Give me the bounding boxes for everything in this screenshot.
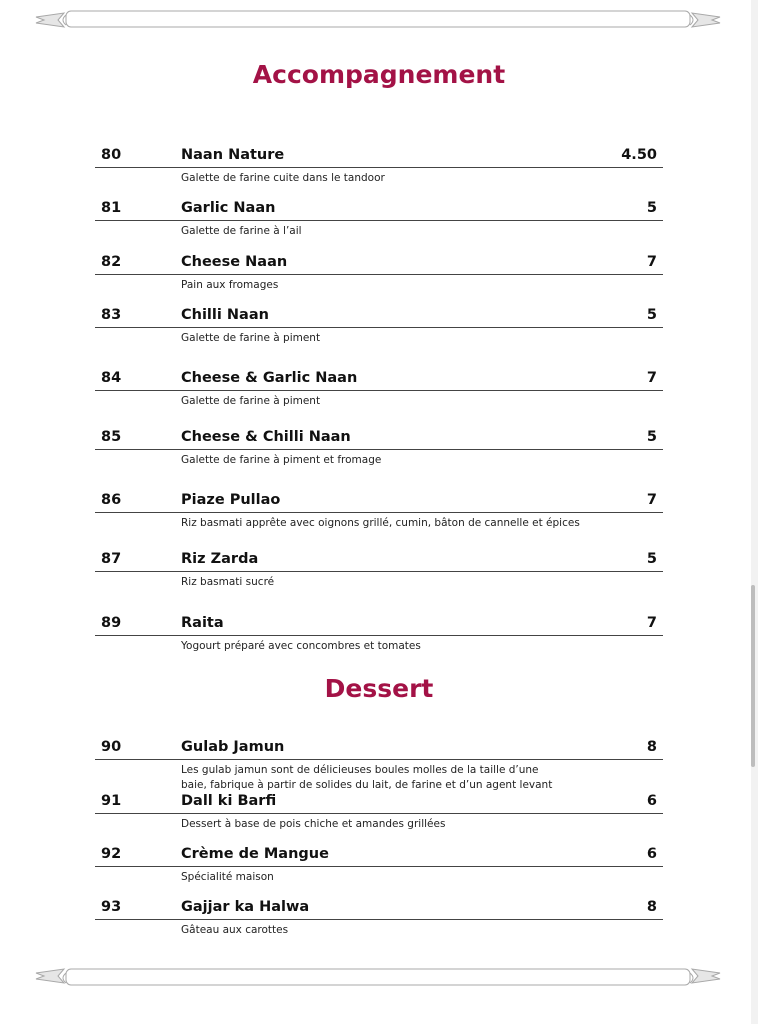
item-description: Les gulab jamun sont de délicieuses boules molles de la taille d’une baie, fabrique à partir de solides du lait, de farine et d’un agent levant <box>181 764 553 791</box>
menu-item-row <box>95 145 663 168</box>
item-name: Gulab Jamun <box>181 739 285 755</box>
item-description: Galette de farine à piment et fromage <box>181 454 382 466</box>
menu-item-row <box>95 613 663 636</box>
menu-item-row <box>95 198 663 221</box>
scrollbar-thumb[interactable] <box>751 585 755 767</box>
item-price: 5 <box>646 429 657 445</box>
item-name: Riz Zarda <box>181 551 259 567</box>
item-price: 7 <box>646 370 657 386</box>
item-price: 6 <box>646 793 657 809</box>
vertical-scrollbar[interactable] <box>751 0 757 1024</box>
item-description: Riz basmati apprête avec oignons grillé, cumin, bâton de cannelle et épices <box>181 517 580 529</box>
menu-item-row <box>95 844 663 867</box>
menu-item-91 <box>95 791 663 832</box>
item-number: 91 <box>101 793 122 809</box>
item-name: Raita <box>181 615 224 631</box>
menu-item-87 <box>95 549 663 590</box>
menu-item-row <box>95 427 663 450</box>
menu-item-85 <box>95 427 663 468</box>
item-number: 84 <box>101 370 122 386</box>
item-price: 5 <box>646 200 657 216</box>
item-price: 4.50 <box>621 147 657 163</box>
menu-item-row <box>95 305 663 328</box>
section-title-accompagnement: Accompagnement <box>252 60 506 89</box>
item-price: 7 <box>646 254 657 270</box>
item-description: Galette de farine cuite dans le tandoor <box>181 172 385 184</box>
menu-item-row <box>95 368 663 391</box>
item-description: Dessert à base de pois chiche et amandes grillées <box>181 818 446 830</box>
menu-item-81 <box>95 198 663 239</box>
item-description: Riz basmati sucré <box>181 576 275 588</box>
item-description: Galette de farine à l’ail <box>181 225 302 237</box>
item-number: 86 <box>101 492 122 508</box>
item-description: Spécialité maison <box>181 871 274 883</box>
item-name: Cheese Naan <box>181 254 288 270</box>
item-name: Chilli Naan <box>181 307 269 323</box>
menu-item-row <box>95 490 663 513</box>
item-price: 7 <box>646 615 657 631</box>
item-name: Naan Nature <box>181 147 285 163</box>
item-description: Pain aux fromages <box>181 279 279 291</box>
menu-item-93 <box>95 897 663 938</box>
item-price: 5 <box>646 551 657 567</box>
item-number: 82 <box>101 254 122 270</box>
bottom-ribbon-ornament <box>34 965 722 987</box>
item-name: Garlic Naan <box>181 200 276 216</box>
item-number: 90 <box>101 739 122 755</box>
item-price: 6 <box>646 846 657 862</box>
item-description: Galette de farine à piment <box>181 395 321 407</box>
item-number: 85 <box>101 429 122 445</box>
menu-item-row <box>95 791 663 814</box>
item-name: Gajjar ka Halwa <box>181 899 310 915</box>
menu-item-row <box>95 897 663 920</box>
item-number: 89 <box>101 615 122 631</box>
menu-item-80 <box>95 145 663 186</box>
menu-item-row <box>95 737 663 760</box>
section-title-dessert: Dessert <box>324 674 434 703</box>
menu-item-84 <box>95 368 663 409</box>
item-name: Piaze Pullao <box>181 492 281 508</box>
item-description: Galette de farine à piment <box>181 332 321 344</box>
item-number: 93 <box>101 899 122 915</box>
menu-item-83 <box>95 305 663 346</box>
item-number: 92 <box>101 846 122 862</box>
item-name: Crème de Mangue <box>181 846 329 862</box>
item-name: Dall ki Barfi <box>181 793 277 809</box>
item-price: 8 <box>646 739 657 755</box>
menu-item-86 <box>95 490 663 531</box>
item-number: 80 <box>101 147 122 163</box>
item-number: 83 <box>101 307 122 323</box>
item-number: 81 <box>101 200 122 216</box>
item-name: Cheese & Garlic Naan <box>181 370 358 386</box>
item-price: 8 <box>646 899 657 915</box>
item-description: Gâteau aux carottes <box>181 924 289 936</box>
menu-item-row <box>95 549 663 572</box>
top-ribbon-ornament <box>34 9 722 31</box>
menu-item-92 <box>95 844 663 885</box>
menu-item-row <box>95 252 663 275</box>
ribbon-banner-icon <box>34 9 722 31</box>
item-description: Yogourt préparé avec concombres et tomates <box>181 640 421 652</box>
ribbon-banner-icon <box>34 965 722 987</box>
menu-item-89 <box>95 613 663 654</box>
item-price: 5 <box>646 307 657 323</box>
menu-item-82 <box>95 252 663 293</box>
item-name: Cheese & Chilli Naan <box>181 429 351 445</box>
item-number: 87 <box>101 551 122 567</box>
item-price: 7 <box>646 492 657 508</box>
menu-item-90 <box>95 737 663 793</box>
